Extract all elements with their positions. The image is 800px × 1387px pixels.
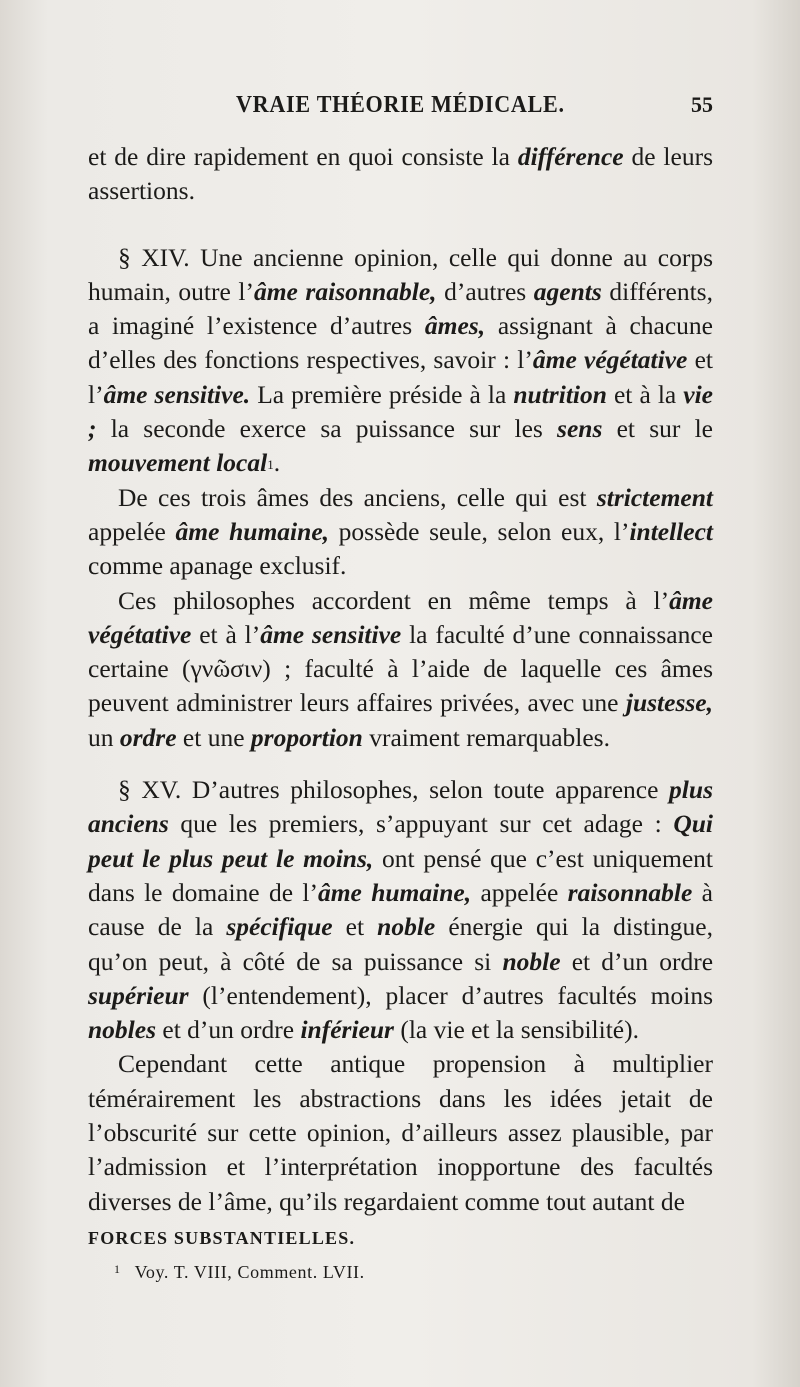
small-caps-term: FORCES SUBSTANTIELLES.	[88, 1227, 356, 1248]
running-title: VRAIE THÉORIE MÉDICALE.	[236, 92, 565, 118]
footnote-reference: 1	[267, 457, 274, 473]
section-xv: § XV. D’autres philosophes, selon toute apparence plus anciens que les premiers, s’appuyant sur cet adage : Qui peut le plus peut le moins, ont pensé que c’est uniquement dans le domaine de l’âme humaine, appelée raisonnable à cause de la spécifique et noble énergie qui la distingue, qu’on peut, à côté de sa puissance si noble et d’un ordre supérieur (l’entendement), placer d’autres facultés moins nobles et d’un ordre inférieur (la vie et la sensibilité).	[88, 775, 714, 1045]
paragraph-philosophers: Ces philosophes accordent en même temps à l’âme végétative et à l’âme sensitive la faculté d’une connaissance certaine (γνῶσιν) ; faculté à l’aide de laquelle ces âmes peuvent administrer leurs affaires privées, avec une justesse, un ordre et une proportion vraiment remarquables.	[88, 585, 713, 752]
page-number: 55	[691, 92, 713, 117]
body-text	[88, 140, 713, 1255]
paragraph-three-souls: De ces trois âmes des anciens, celle qui est strictement appelée âme humaine, possède seule, selon eux, l’intellect comme apanage exclusif.	[88, 482, 714, 581]
paragraph-intro: et de dire rapidement en quoi consiste la différence de leurs assertions.	[88, 142, 713, 206]
section-xiv: § XIV. Une ancienne opinion, celle qui donne au corps humain, outre l’âme raisonnable, d’autres agents différents, a imaginé l’existence d’autres âmes, assignant à chacune d’elles des fonctions respectives, savoir : l’âme végétative et l’âme sensitive. La première préside à la nutrition et à la vie ; la seconde exerce sa puissance sur les sens et sur le mouvement local$^1$.	[88, 242, 714, 478]
footnote-mark: 1	[114, 1262, 121, 1276]
footnote	[114, 1262, 365, 1283]
paragraph-cependant: Cependant cette antique propension à multiplier témérairement les abstractions dans les idées jetait de l’obscurité sur cette opinion, d’ailleurs assez plausible, par l’admission et l’interprétation inopportune des facultés diverses de l’âme, qu’ils regardaient comme tout autant de FORCES SUBSTANTIELLES.	[88, 1047, 713, 1255]
footnote-text: Voy. T. VIII, Comment. LVII.	[134, 1262, 365, 1282]
page-header	[88, 92, 713, 126]
